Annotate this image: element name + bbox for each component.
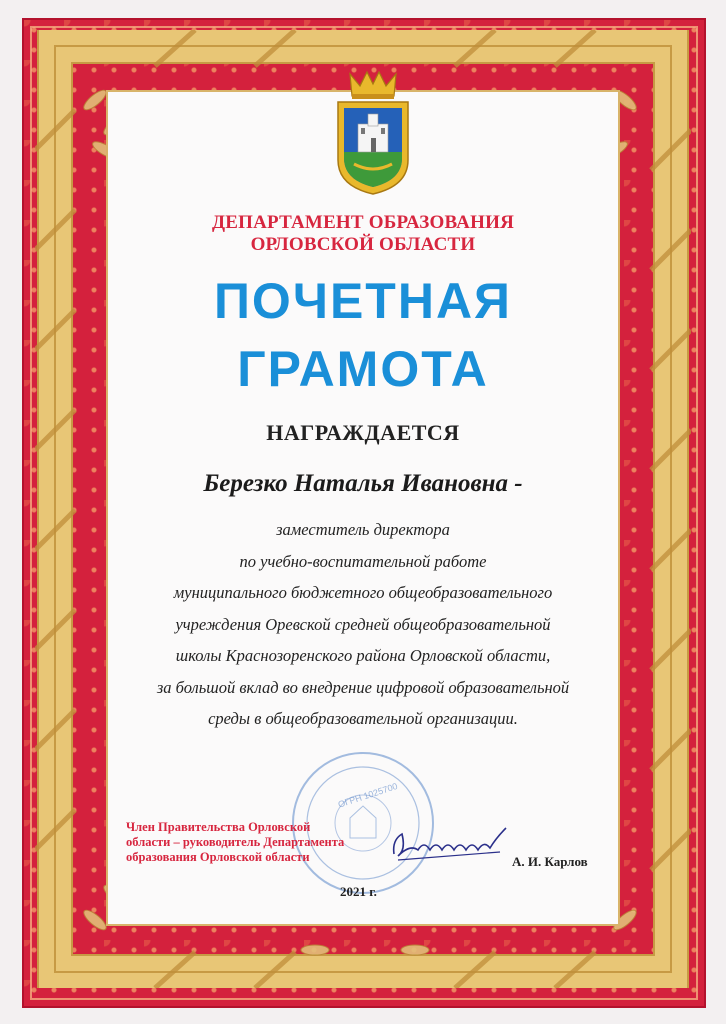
signer-title	[126, 820, 366, 865]
citation-line: по учебно-воспитательной работе	[239, 551, 487, 571]
certificate-title-line-1: ПОЧЕТНАЯ	[213, 273, 512, 329]
recipient-name: Березко Наталья Ивановна -	[203, 470, 523, 497]
handwritten-signature	[388, 820, 512, 864]
awarded-label: НАГРАЖДАЕТСЯ	[266, 420, 460, 445]
citation-line: учреждения Оревской средней общеобразовательной	[175, 614, 551, 634]
citation-line: муниципального бюджетного общеобразовательного	[173, 583, 553, 602]
issue-year: 2021 г.	[340, 884, 377, 899]
stamp-text: ОГРН 1025700	[336, 780, 399, 810]
signer-name: А. И. Карлов	[512, 854, 588, 869]
department-line-2: ОРЛОВСКОЙ ОБЛАСТИ	[250, 234, 476, 255]
citation-text	[120, 514, 606, 735]
citation-line: за большой вклад во внедрение цифровой образовательной	[156, 677, 570, 697]
certificate-title-line-2: ГРАМОТА	[237, 341, 489, 397]
citation-line: заместитель директора	[276, 520, 450, 539]
citation-line: школы Краснозоренского района Орловской области,	[175, 646, 551, 665]
coat-of-arms-emblem	[330, 68, 416, 196]
department-line-1: ДЕПАРТАМЕНТ ОБРАЗОВАНИЯ	[212, 212, 514, 233]
signer-title-line-2: области – руководитель Департамента	[126, 835, 345, 849]
department-heading	[108, 212, 618, 256]
signer-title-line-1: Член Правительства Орловской	[126, 820, 311, 834]
signer-title-line-3: образования Орловской области	[126, 850, 310, 864]
citation-line: среды в общеобразовательной организации.	[208, 709, 518, 728]
